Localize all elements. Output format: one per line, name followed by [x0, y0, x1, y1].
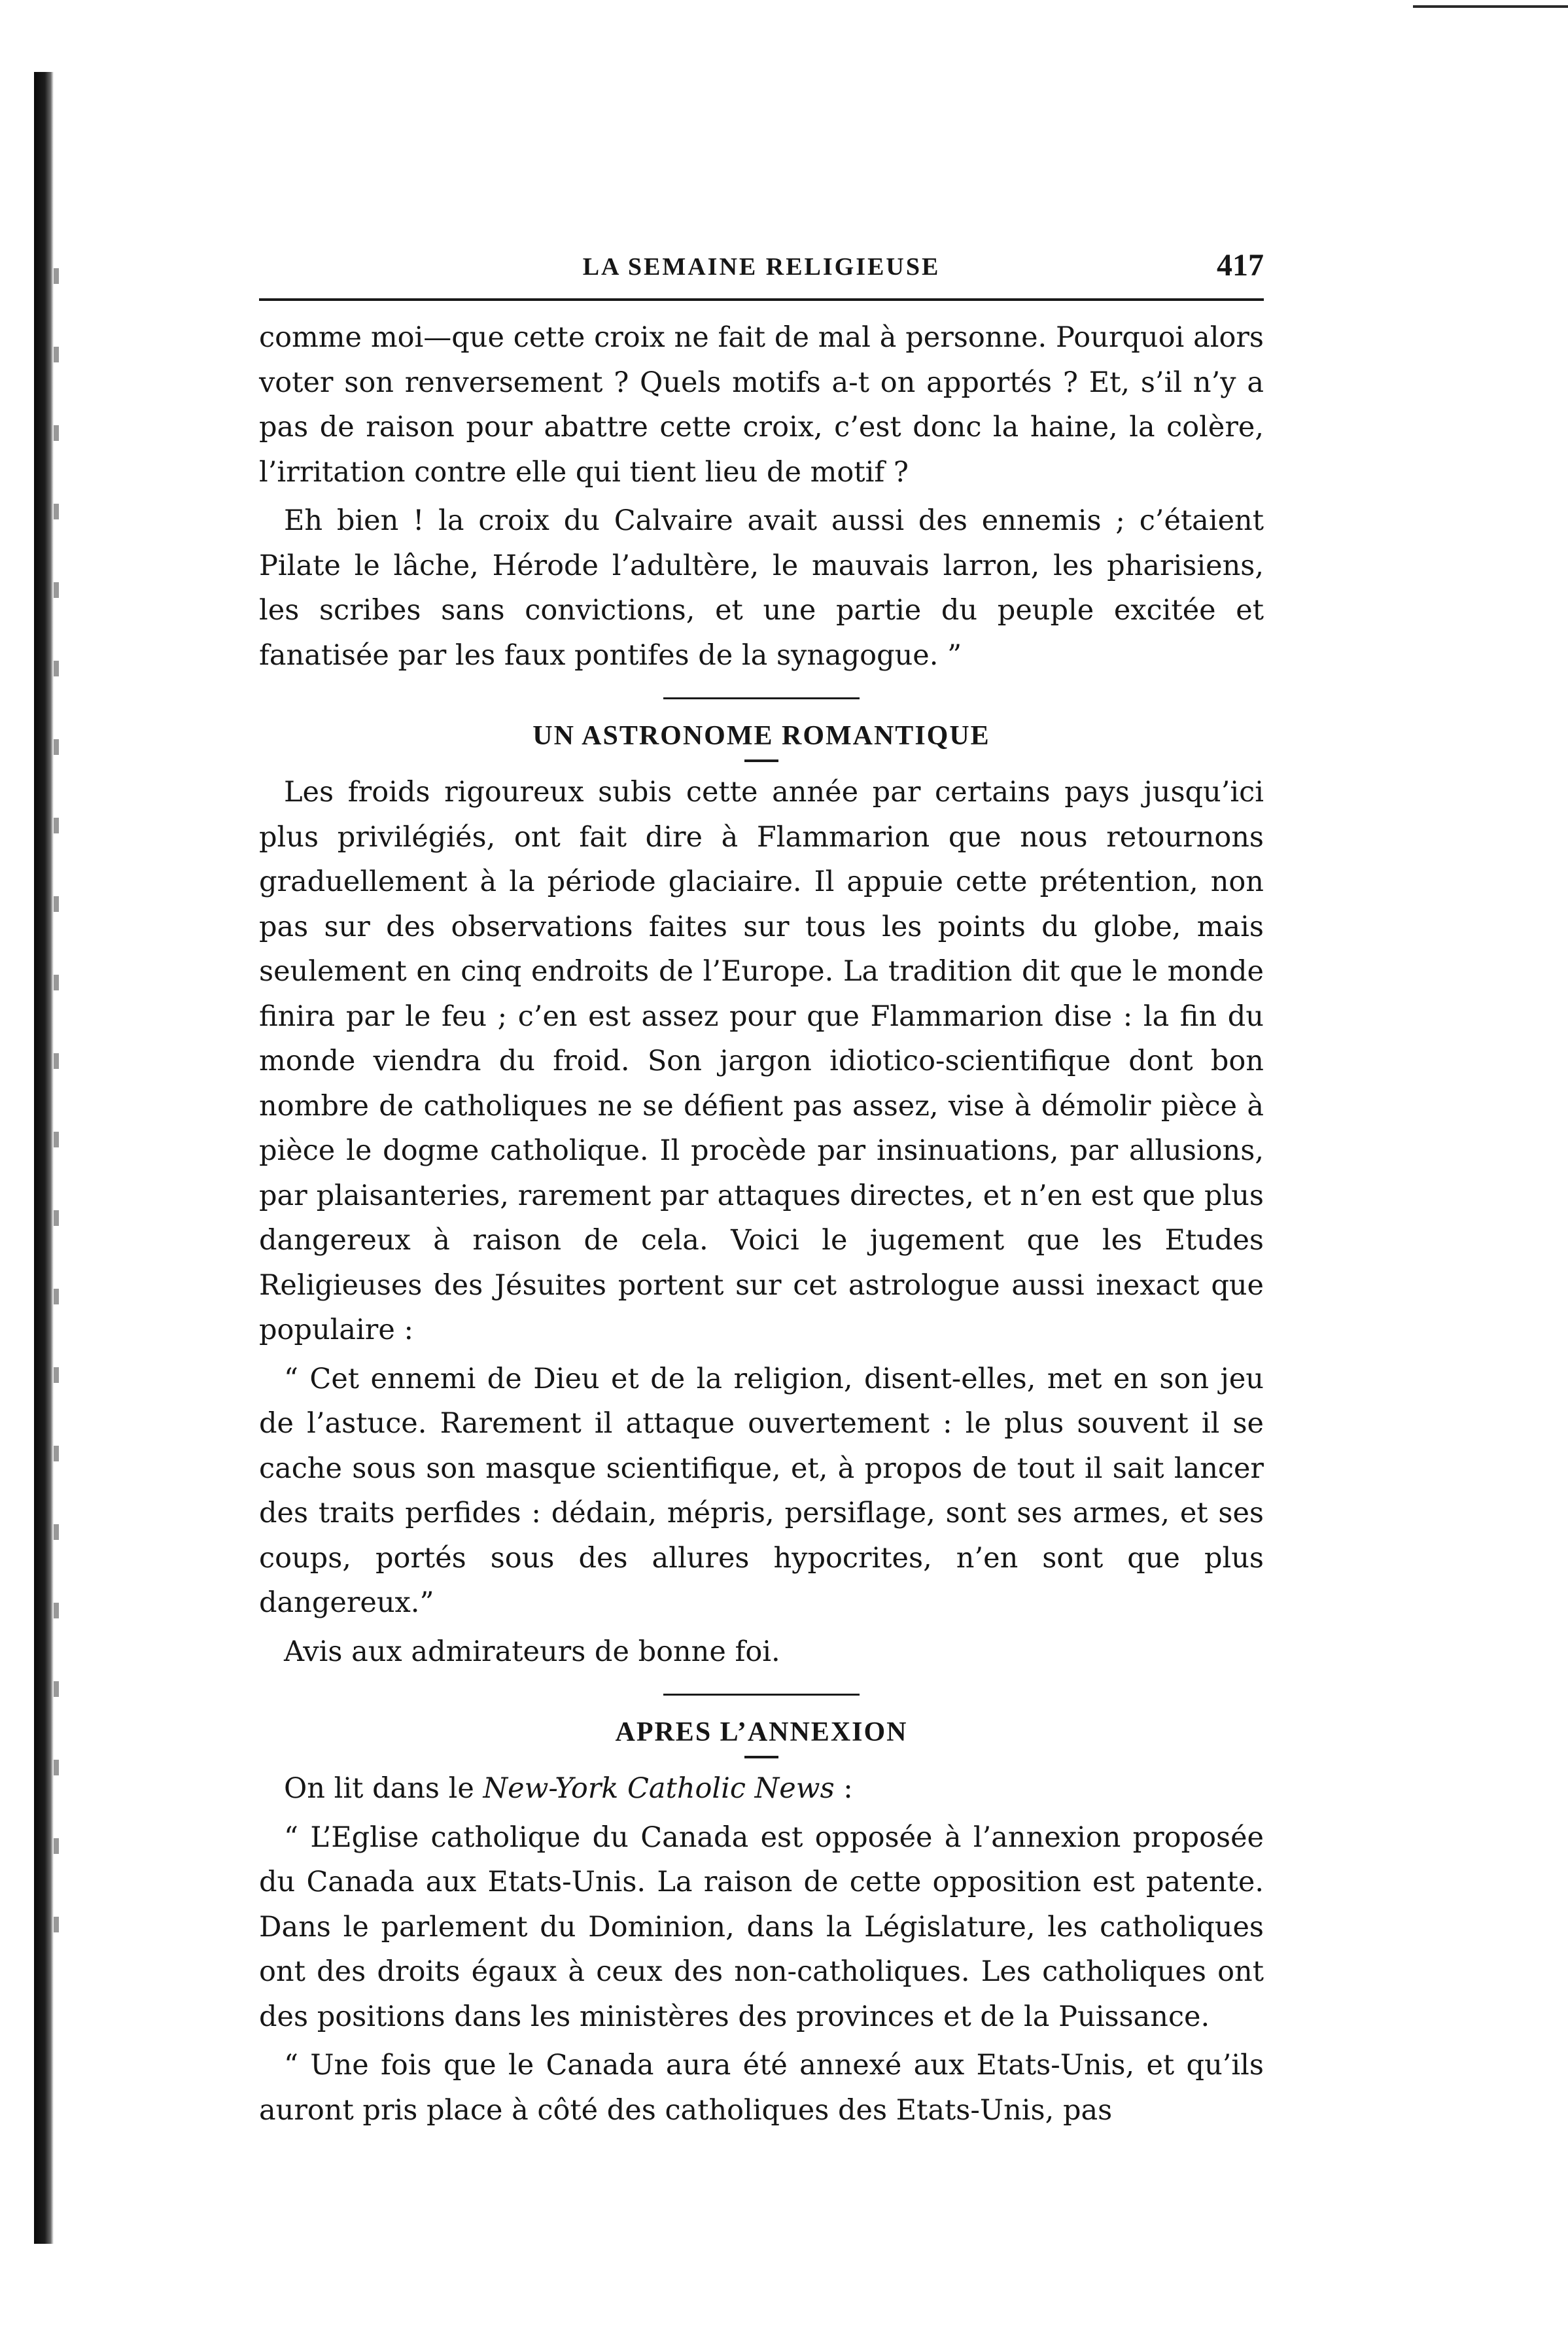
- page-number: 417: [1217, 248, 1264, 283]
- heading-dash: [744, 1756, 778, 1758]
- section-divider: [663, 697, 860, 699]
- quoted-paragraph: “ L’Eglise catholique du Canada est opposée à l’annexion proposée du Canada aux Etats-Unis. La raison de cette opposition est patente. Dans le parlement du Dominion, dans la Législature, les catholiques ont des droits égaux à ceux des non-catholiques. Les catholiques ont des positions dans les ministères des provinces et de la Puissance.: [259, 1821, 1264, 2033]
- paragraph: comme moi—que cette croix ne fait de mal à personne. Pourquoi alors voter son renversement ? Quels motifs a-t on apportés ? Et, s’il n’y a pas de raison pour abattre cette croix, c’est donc la haine, la colère, l’irritation contre elle qui tient lieu de motif ?: [259, 321, 1264, 489]
- quoted-paragraph: “ Une fois que le Canada aura été annexé aux Etats-Unis, et qu’ils auront pris place à côté des catholiques des Etats-Unis, pas: [259, 2049, 1264, 2127]
- scan-edge-mark: [1413, 5, 1568, 8]
- paragraph: Avis aux admirateurs de bonne foi.: [284, 1635, 780, 1668]
- intro-prefix: On lit dans le: [284, 1772, 483, 1805]
- book-page: [259, 243, 1264, 2137]
- paragraph: Les froids rigoureux subis cette année par certains pays jusqu’ici plus privilégiés, ont fait dire à Flammarion que nous retournons graduellement à la période glaciaire. Il appuie cette prétention, non pas sur des observations faites sur tous les points du globe, mais seulement en cinq endroits de l’Europe. La tradition dit que le monde finira par le feu ; c’en est assez pour que Flammarion dise : la fin du monde viendra du froid. Son jargon idiotico-scientifique dont bon nombre de catholiques ne se défient pas assez, vise à démolir pièce à pièce le dogme catholique. Il procède par insinuations, par allusions, par plaisanteries, rarement par attaques directes, et n’en est que plus dangereux à raison de cela. Voici le jugement que les Etudes Religieuses des Jésuites portent sur cet astrologue aussi inexact que populaire :: [259, 776, 1264, 1346]
- article-annexion: [259, 1713, 1264, 2133]
- quoted-paragraph: “ Cet ennemi de Dieu et de la religion, disent-elles, met en son jeu de l’astuce. Rarement il attaque ouvertement : le plus souvent il se cache sous son masque scientifique, et, à propos de tout il sait lancer des traits perfides : dédain, mépris, persiflage, sont ses armes, et ses coups, portés sous des allures hypocrites, n’en sont que plus dangereux.”: [259, 1362, 1264, 1619]
- paragraph: Eh bien ! la croix du Calvaire avait aussi des ennemis ; c’étaient Pilate le lâche, Hérode l’adultère, le mauvais larron, les pharisiens, les scribes sans convictions, et une partie du peuple excitée et fanatisée par les faux pontifes de la synagogue. ”: [259, 504, 1264, 672]
- running-title: LA SEMAINE RELIGIEUSE: [582, 253, 941, 281]
- running-head: [259, 243, 1264, 289]
- intro-suffix: :: [834, 1772, 853, 1805]
- heading-dash: [744, 759, 778, 762]
- source-intro: [259, 1766, 1264, 1811]
- header-rule: [259, 298, 1264, 301]
- section-divider: [663, 1694, 860, 1696]
- scan-binding-shadow: [34, 72, 54, 2244]
- source-title: New-York Catholic News: [483, 1772, 835, 1805]
- continued-article: [259, 315, 1264, 678]
- article-astronome: [259, 716, 1264, 1674]
- section-heading: APRES L’ANNEXION: [615, 1717, 908, 1747]
- section-heading: UN ASTRONOME ROMANTIQUE: [532, 721, 990, 751]
